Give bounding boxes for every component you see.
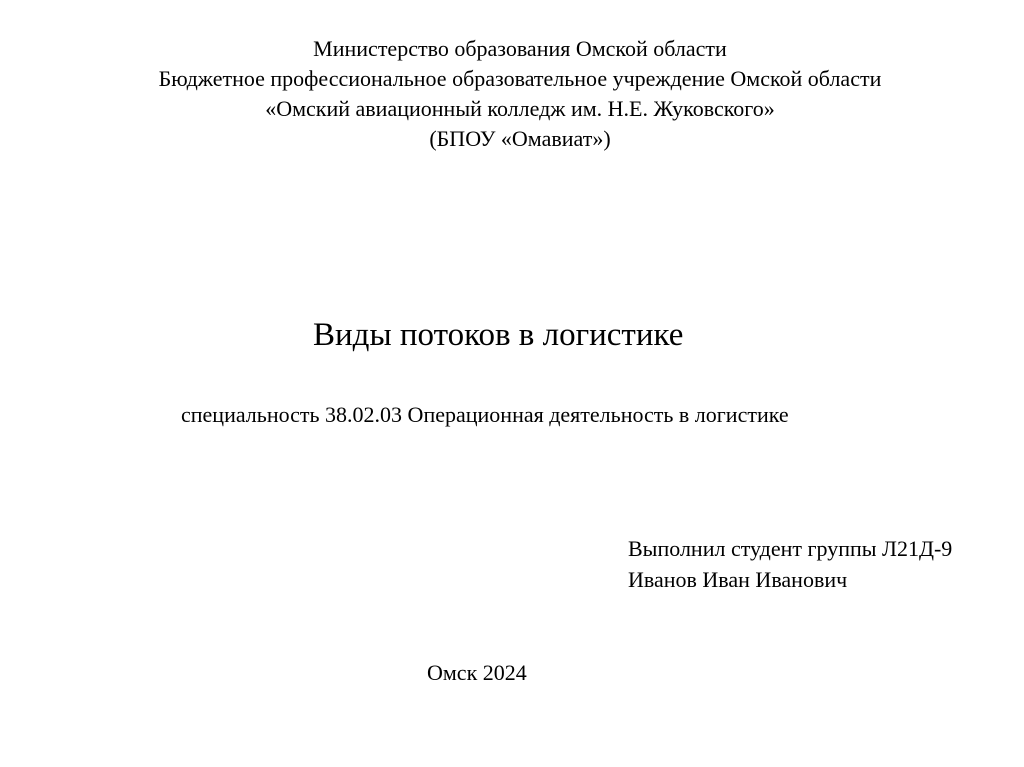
ministry-line: Министерство образования Омской области: [313, 36, 727, 61]
institution-name-line: Бюджетное профессиональное образовательное учреждение Омской области: [158, 66, 882, 91]
institution-header: [0, 34, 1024, 154]
author-name-line: Иванов Иван Иванович: [628, 567, 848, 592]
document-title: Виды потоков в логистике: [313, 317, 684, 353]
city-year: Омск 2024: [427, 660, 527, 685]
college-abbreviation-line: (БПОУ «Омавиат»): [429, 126, 611, 151]
specialty-line: специальность 38.02.03 Операционная деятельность в логистике: [181, 402, 789, 427]
author-block: [628, 533, 952, 595]
author-group-line: Выполнил студент группы Л21Д-9: [628, 536, 953, 561]
college-name-line: «Омский авиационный колледж им. Н.Е. Жуковского»: [265, 96, 775, 121]
